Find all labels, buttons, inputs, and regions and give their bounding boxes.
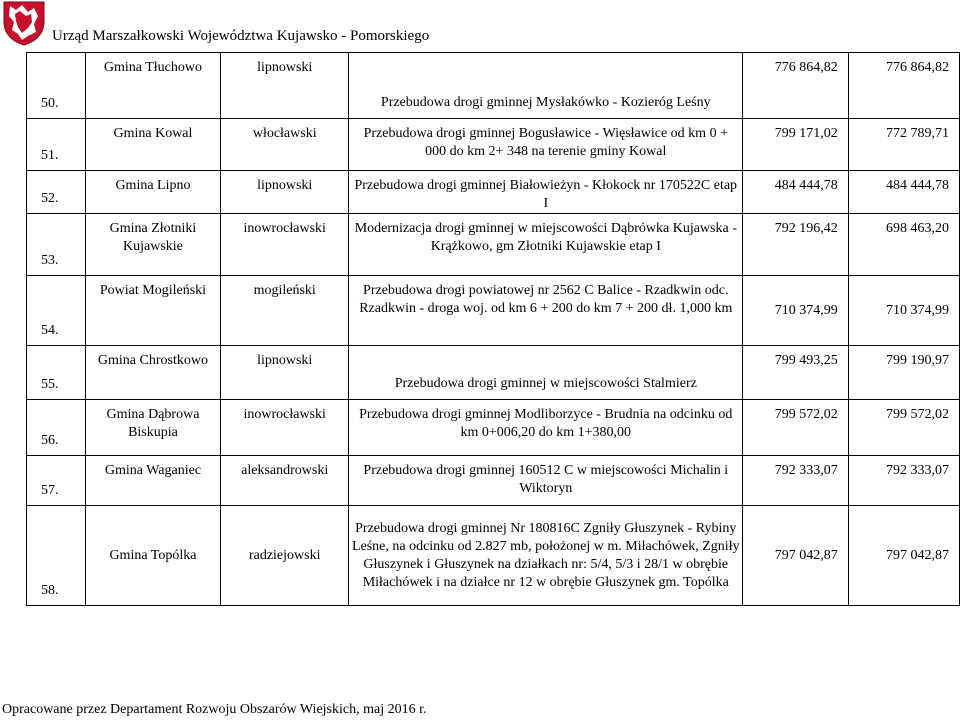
row-number-cell: 54.	[27, 276, 86, 346]
projects-table-wrapper	[26, 52, 960, 606]
header-title: Urząd Marszałkowski Województwa Kujawsko - Pomorskiego	[52, 28, 430, 44]
powiat-cell: lipnowski	[221, 171, 349, 214]
amount-funding-cell: 799 190,97	[848, 346, 959, 400]
task-description-cell: Modernizacja drogi gminnej w miejscowości Dąbrówka Kujawska - Krążkowo, gm Złotniki Kujawskie etap I	[349, 214, 743, 276]
gmina-cell: Gmina Waganiec	[85, 456, 220, 506]
amount-funding-cell: 484 444,78	[848, 171, 959, 214]
table-row	[27, 119, 960, 171]
gmina-cell: Gmina Lipno	[85, 171, 220, 214]
gmina-cell: Gmina Kowal	[85, 119, 220, 171]
table-row	[27, 53, 960, 119]
row-number-cell: 56.	[27, 400, 86, 456]
amount-total-cell: 797 042,87	[743, 506, 849, 606]
row-number-cell: 52.	[27, 171, 86, 214]
gmina-cell: Gmina Złotniki Kujawskie	[85, 214, 220, 276]
amount-total-cell: 792 333,07	[743, 456, 849, 506]
table-row	[27, 276, 960, 346]
task-description-cell: Przebudowa drogi gminnej Mysłakówko - Kozieróg Leśny	[349, 53, 743, 119]
table-row	[27, 456, 960, 506]
task-description-cell: Przebudowa drogi gminnej 160512 C w miejscowości Michalin i Wiktoryn	[349, 456, 743, 506]
row-number-cell: 58.	[27, 506, 86, 606]
powiat-cell: inowrocławski	[221, 400, 349, 456]
gmina-cell: Powiat Mogileński	[85, 276, 220, 346]
row-number-cell: 51.	[27, 119, 86, 171]
powiat-cell: mogileński	[221, 276, 349, 346]
task-description-cell: Przebudowa drogi gminnej Białowieżyn - Kłokock nr 170522C etap I	[349, 171, 743, 214]
powiat-cell: lipnowski	[221, 346, 349, 400]
gmina-cell: Gmina Tłuchowo	[85, 53, 220, 119]
amount-funding-cell: 797 042,87	[848, 506, 959, 606]
projects-table	[26, 52, 960, 606]
gmina-cell: Gmina Topólka	[85, 506, 220, 606]
row-number-cell: 50.	[27, 53, 86, 119]
task-description-cell: Przebudowa drogi gminnej Bogusławice - Więsławice od km 0 + 000 do km 2+ 348 na terenie gminy Kowal	[349, 119, 743, 171]
amount-total-cell: 792 196,42	[743, 214, 849, 276]
amount-funding-cell: 776 864,82	[848, 53, 959, 119]
amount-funding-cell: 698 463,20	[848, 214, 959, 276]
row-number-cell: 57.	[27, 456, 86, 506]
footer-note: Opracowane przez Departament Rozwoju Obszarów Wiejskich, maj 2016 r.	[2, 702, 427, 717]
amount-total-cell: 710 374,99	[743, 276, 849, 346]
gmina-cell: Gmina Dąbrowa Biskupia	[85, 400, 220, 456]
coat-of-arms-icon	[2, 0, 46, 46]
amount-funding-cell: 792 333,07	[848, 456, 959, 506]
powiat-cell: lipnowski	[221, 53, 349, 119]
table-row	[27, 346, 960, 400]
amount-total-cell: 799 493,25	[743, 346, 849, 400]
amount-total-cell: 484 444,78	[743, 171, 849, 214]
powiat-cell: aleksandrowski	[221, 456, 349, 506]
powiat-cell: radziejowski	[221, 506, 349, 606]
table-row	[27, 171, 960, 214]
table-row	[27, 506, 960, 606]
amount-funding-cell: 772 789,71	[848, 119, 959, 171]
row-number-cell: 53.	[27, 214, 86, 276]
amount-total-cell: 776 864,82	[743, 53, 849, 119]
amount-total-cell: 799 572,02	[743, 400, 849, 456]
projects-table-body	[27, 53, 960, 606]
task-description-cell: Przebudowa drogi gminnej w miejscowości Stalmierz	[349, 346, 743, 400]
table-row	[27, 214, 960, 276]
row-number-cell: 55.	[27, 346, 86, 400]
amount-funding-cell: 799 572,02	[848, 400, 959, 456]
task-description-cell: Przebudowa drogi gminnej Modliborzyce - Brudnia na odcinku od km 0+006,20 do km 1+380,00	[349, 400, 743, 456]
powiat-cell: inowrocławski	[221, 214, 349, 276]
task-description-cell: Przebudowa drogi powiatowej nr 2562 C Balice - Rzadkwin odc. Rzadkwin - droga woj. od km 6 + 200 do km 7 + 200 dł. 1,000 km	[349, 276, 743, 346]
amount-total-cell: 799 171,02	[743, 119, 849, 171]
gmina-cell: Gmina Chrostkowo	[85, 346, 220, 400]
powiat-cell: włocławski	[221, 119, 349, 171]
task-description-cell: Przebudowa drogi gminnej Nr 180816C Zgniły Głuszynek - Rybiny Leśne, na odcinku od 2.827 mb, położonej w m. Miłachówek, Zgniły Głuszynek i Głuszynek na działkach nr: 5/4, 5/3 i 28/1 w obrębie Miłachówek i na działce nr 12 w obrębie Głuszynek gm. Topólka	[349, 506, 743, 606]
amount-funding-cell: 710 374,99	[848, 276, 959, 346]
table-row	[27, 400, 960, 456]
